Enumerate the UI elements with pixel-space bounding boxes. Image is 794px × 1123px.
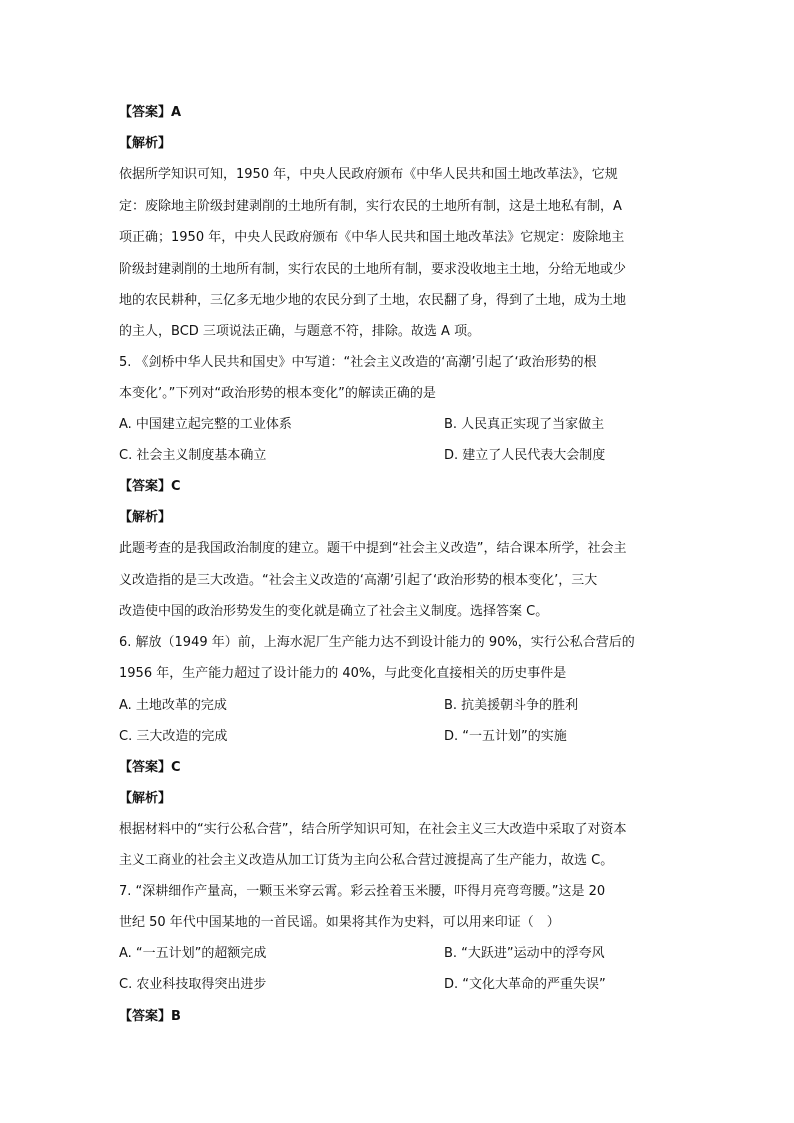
analysis-label: 【解析】 bbox=[119, 791, 172, 806]
option-d: D. “文化大革命的严重失误” bbox=[444, 977, 606, 992]
option-b: B. “大跃进”运动中的浮夸风 bbox=[444, 946, 605, 961]
answer-label: 【答案】C bbox=[119, 479, 181, 494]
question-7-line: 世纪 50 年代中国某地的一首民谣。如果将其作为史料，可以用来印证（ ） bbox=[119, 915, 560, 930]
answer-label: 【答案】A bbox=[119, 105, 182, 120]
option-c: C. 农业科技取得突出进步 bbox=[119, 977, 267, 992]
paragraph-line: 地的农民耕种，三亿多无地少地的农民分到了土地，农民翻了身，得到了土地，成为土地 bbox=[119, 293, 627, 308]
question-5-line: 本变化’。”下列对“政治形势的根本变化”的解读正确的是 bbox=[119, 386, 436, 401]
paragraph-line: 阶级封建剥削的土地所有制，实行农民的土地所有制，要求没收地主土地，分给无地或少 bbox=[119, 262, 627, 277]
answer-label: 【答案】C bbox=[119, 760, 181, 775]
option-c: C. 三大改造的完成 bbox=[119, 729, 228, 744]
option-b: B. 人民真正实现了当家做主 bbox=[444, 417, 605, 432]
paragraph-line: 主义工商业的社会主义改造从加工订货为主向公私合营过渡提高了生产能力，故选 C。 bbox=[119, 853, 614, 868]
question-6-line: 1956 年，生产能力超过了设计能力的 40%，与此变化直接相关的历史事件是 bbox=[119, 666, 567, 681]
answer-label: 【答案】B bbox=[119, 1009, 181, 1024]
paragraph-line: 定：废除地主阶级封建剥削的土地所有制，实行农民的土地所有制，这是土地私有制，A bbox=[119, 199, 622, 214]
paragraph-line: 改造使中国的政治形势发生的变化就是确立了社会主义制度。选择答案 C。 bbox=[119, 604, 549, 619]
option-a: A. “一五计划”的超额完成 bbox=[119, 946, 267, 961]
paragraph-line: 此题考查的是我国政治制度的建立。题干中提到“社会主义改造”，结合课本所学，社会主 bbox=[119, 541, 627, 556]
paragraph-line: 根据材料中的“实行公私合营”，结合所学知识可知，在社会主义三大改造中采取了对资本 bbox=[119, 822, 627, 837]
option-d: D. 建立了人民代表大会制度 bbox=[444, 448, 606, 463]
option-b: B. 抗美援朝斗争的胜利 bbox=[444, 698, 579, 713]
paragraph-line: 项正确；1950 年，中央人民政府颁布《中华人民共和国土地改革法》它规定：废除地主 bbox=[119, 230, 625, 245]
option-c: C. 社会主义制度基本确立 bbox=[119, 448, 267, 463]
option-d: D. “一五计划”的实施 bbox=[444, 729, 567, 744]
question-7-line: 7. “深耕细作产量高，一颗玉米穿云霄。彩云拴着玉米腰，吓得月亮弯弯腰。”这是 20 bbox=[119, 884, 606, 899]
paragraph-line: 义改造指的是三大改造。“社会主义改造的‘高潮’引起了‘政治形势的根本变化’，三大 bbox=[119, 573, 598, 588]
paragraph-line: 的主人，BCD 三项说法正确，与题意不符，排除。故选 A 项。 bbox=[119, 324, 481, 339]
paragraph-line: 依据所学知识可知，1950 年，中央人民政府颁布《中华人民共和国土地改革法》，它规 bbox=[119, 167, 618, 182]
question-5-line: 5. 《剑桥中华人民共和国史》中写道：“社会主义改造的‘高潮’引起了‘政治形势的根 bbox=[119, 355, 597, 370]
option-a: A. 中国建立起完整的工业体系 bbox=[119, 417, 292, 432]
analysis-label: 【解析】 bbox=[119, 510, 172, 525]
option-a: A. 土地改革的完成 bbox=[119, 698, 227, 713]
question-6-line: 6. 解放（1949 年）前，上海水泥厂生产能力达不到设计能力的 90%，实行公私合营后的 bbox=[119, 635, 635, 650]
analysis-label: 【解析】 bbox=[119, 136, 172, 151]
